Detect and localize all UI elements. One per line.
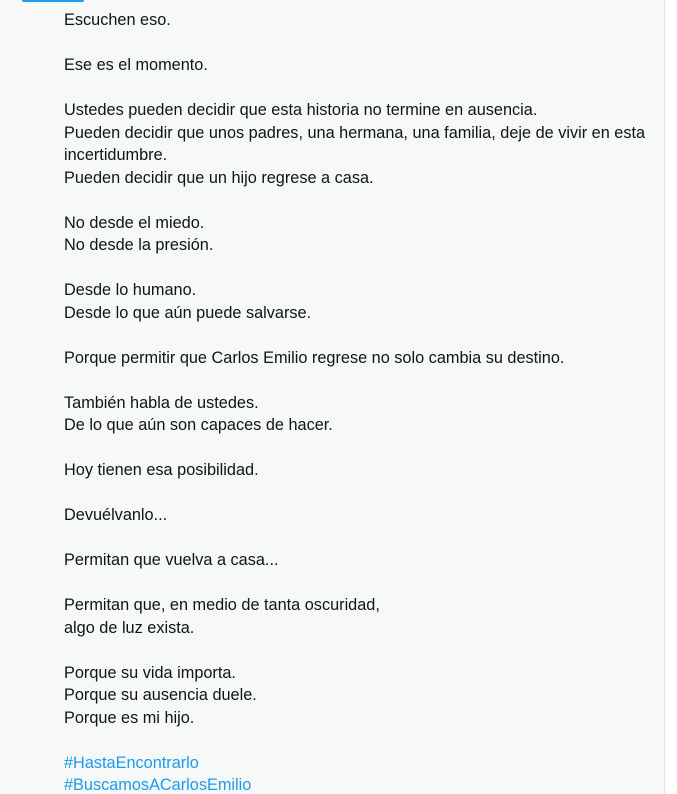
post-line: Desde lo humano. [64,281,197,299]
post-line: Pueden decidir que unos padres, una hermana, una familia, deje de vivir en esta incertidumbre. [64,123,650,164]
post-line: Permitan que vuelva a casa... [64,551,279,569]
post-line: Porque su ausencia duele. [64,686,257,704]
post-line: Devuélvanlo... [64,506,168,524]
post-line: Porque su vida importa. [64,663,236,682]
post-line: No desde la presión. [64,236,214,254]
post-text [64,9,654,794]
post-line: Ustedes pueden decidir que esta historia no termine en ausencia. [64,101,538,119]
post-line: algo de luz exista. [64,618,195,637]
post-line: Porque es mi hijo. [64,708,195,727]
post-line: No desde el miedo. [64,213,205,232]
hashtag-link-hastaencontrarlo[interactable]: #HastaEncontrarlo [64,753,199,772]
post-line: Ese es el momento. [64,56,208,74]
post-line: También habla de ustedes. [64,393,259,412]
tab-indicator [22,0,84,2]
post-line: Escuchen eso. [64,11,171,29]
hashtag-link-buscamosacarlosemilio[interactable]: #BuscamosACarlosEmilio [64,776,252,794]
post-line: Hoy tienen esa posibilidad. [64,461,259,479]
post-line: Permitan que, en medio de tanta oscuridad, [64,596,380,614]
post-line: Pueden decidir que un hijo regrese a casa. [64,168,374,187]
post-line: Porque permitir que Carlos Emilio regrese no solo cambia su destino. [64,348,565,367]
post-line: Desde lo que aún puede salvarse. [64,303,312,322]
post-line: De lo que aún son capaces de hacer. [64,416,333,434]
